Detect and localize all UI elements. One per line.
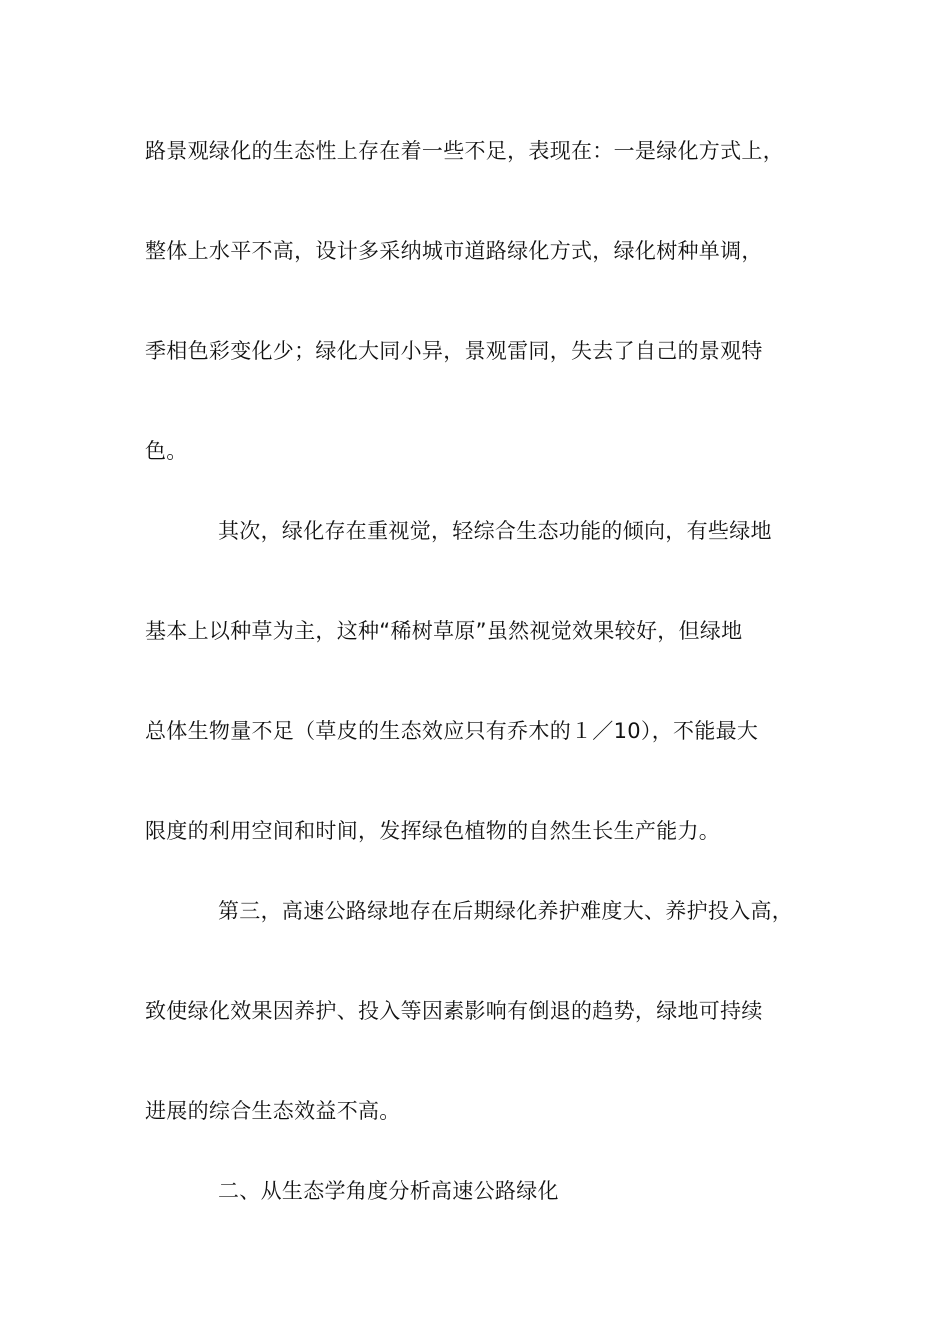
- text-line-3: 季相色彩变化少；绿化大同小异，景观雷同，失去了自己的景观特: [145, 339, 763, 363]
- paragraph-3-line-2: 致使绿化效果因养护、投入等因素影响有倒退的趋势，绿地可持续: [145, 999, 763, 1023]
- paragraph-2-line-4: 限度的利用空间和时间，发挥绿色植物的自然生长生产能力。: [145, 819, 721, 843]
- text-line-1: 路景观绿化的生态性上存在着一些不足，表现在：一是绿化方式上，: [145, 139, 784, 163]
- paragraph-3-line-1: 第三，高速公路绿地存在后期绿化养护难度大、养护投入高，: [218, 899, 794, 923]
- text-line-4: 色。: [145, 439, 188, 463]
- paragraph-2-line-1: 其次，绿化存在重视觉，轻综合生态功能的倾向，有些绿地: [218, 519, 772, 543]
- paragraph-2-line-3: 总体生物量不足（草皮的生态效应只有乔木的１／10），不能最大: [145, 719, 759, 743]
- text-line-2: 整体上水平不高，设计多采纳城市道路绿化方式，绿化树种单调，: [145, 239, 763, 263]
- paragraph-2-line-2: 基本上以种草为主，这种“稀树草原”虽然视觉效果较好，但绿地: [145, 619, 743, 643]
- section-heading: 二、从生态学角度分析高速公路绿化: [218, 1179, 559, 1203]
- paragraph-3-line-3: 进展的综合生态效益不高。: [145, 1099, 401, 1123]
